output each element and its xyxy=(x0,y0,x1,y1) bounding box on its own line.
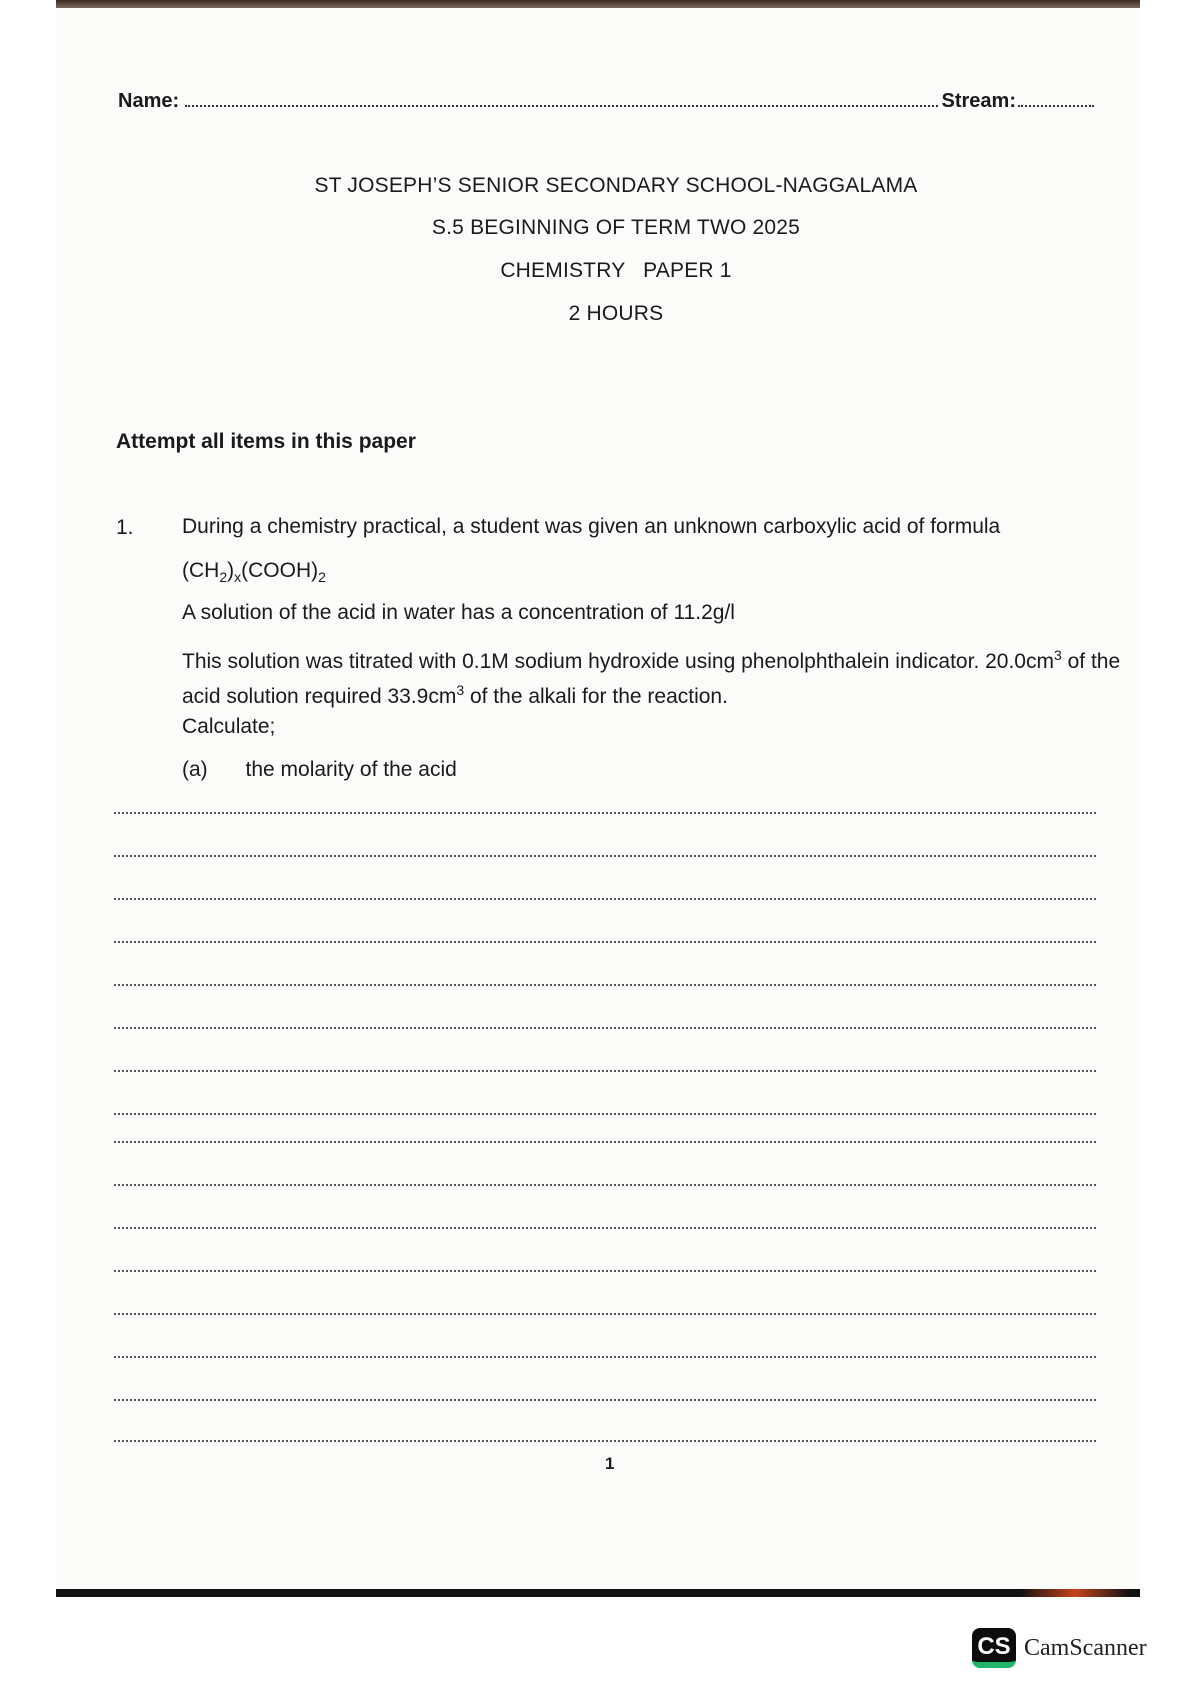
part-a-label: (a) xyxy=(182,758,208,781)
part-a xyxy=(182,756,1122,784)
instruction-text: Attempt all items in this paper xyxy=(116,430,416,453)
duration-title: 2 HOURS xyxy=(568,302,664,325)
part-a-text: the molarity of the acid xyxy=(245,758,457,781)
page-number: 1 xyxy=(605,1454,615,1473)
answer-line[interactable] xyxy=(114,812,1096,814)
titration-text: This solution was titrated with 0.1M sodium hydroxide using phenolphthalein indicator. $20.0cm^3$ of the acid solution required $33.9cm^3$ of the alkali for the reaction. xyxy=(182,647,1121,708)
answer-line[interactable] xyxy=(114,855,1096,857)
answer-line[interactable] xyxy=(114,941,1096,943)
answer-line[interactable] xyxy=(114,1440,1096,1442)
concentration-text: A solution of the acid in water has a concentration of 11.2g/l xyxy=(182,601,735,624)
camscanner-brand: CamScanner xyxy=(1024,1634,1147,1661)
answer-line[interactable] xyxy=(114,1113,1096,1115)
name-field[interactable] xyxy=(185,104,937,107)
scan-bottom-edge xyxy=(56,1589,1140,1597)
answer-line[interactable] xyxy=(114,1141,1096,1143)
stream-field[interactable] xyxy=(1018,104,1094,107)
answer-line[interactable] xyxy=(114,1227,1096,1229)
answer-line[interactable] xyxy=(114,1270,1096,1272)
paper-title: CHEMISTRY PAPER 1 xyxy=(500,259,732,282)
question-intro: During a chemistry practical, a student was given an unknown carboxylic acid of formula xyxy=(182,515,1001,538)
name-label: Name: xyxy=(118,90,180,112)
answer-line[interactable] xyxy=(114,1027,1096,1029)
stream-label: Stream: xyxy=(941,90,1016,112)
answer-line[interactable] xyxy=(114,1184,1096,1186)
answer-line[interactable] xyxy=(114,1356,1096,1358)
scan-margin xyxy=(0,0,56,1684)
question-number: 1. xyxy=(116,516,134,539)
camscanner-logo-icon: CS xyxy=(972,1628,1016,1668)
answer-line[interactable] xyxy=(114,898,1096,900)
student-details-line xyxy=(118,90,1094,113)
answer-line[interactable] xyxy=(114,1313,1096,1315)
answer-line[interactable] xyxy=(114,984,1096,986)
school-title: ST JOSEPH’S SENIOR SECONDARY SCHOOL-NAGGALAMA xyxy=(314,174,918,197)
term-title: S.5 BEGINNING OF TERM TWO 2025 xyxy=(431,216,801,239)
camscanner-watermark xyxy=(972,1628,1147,1668)
answer-line[interactable] xyxy=(114,1399,1096,1401)
acid-formula: $(CH_2)_x(COOH)_2$ xyxy=(182,559,326,586)
exam-page xyxy=(56,0,1140,1600)
calculate-text: Calculate; xyxy=(182,715,276,738)
answer-line[interactable] xyxy=(114,1070,1096,1072)
scan-top-edge xyxy=(56,0,1140,8)
